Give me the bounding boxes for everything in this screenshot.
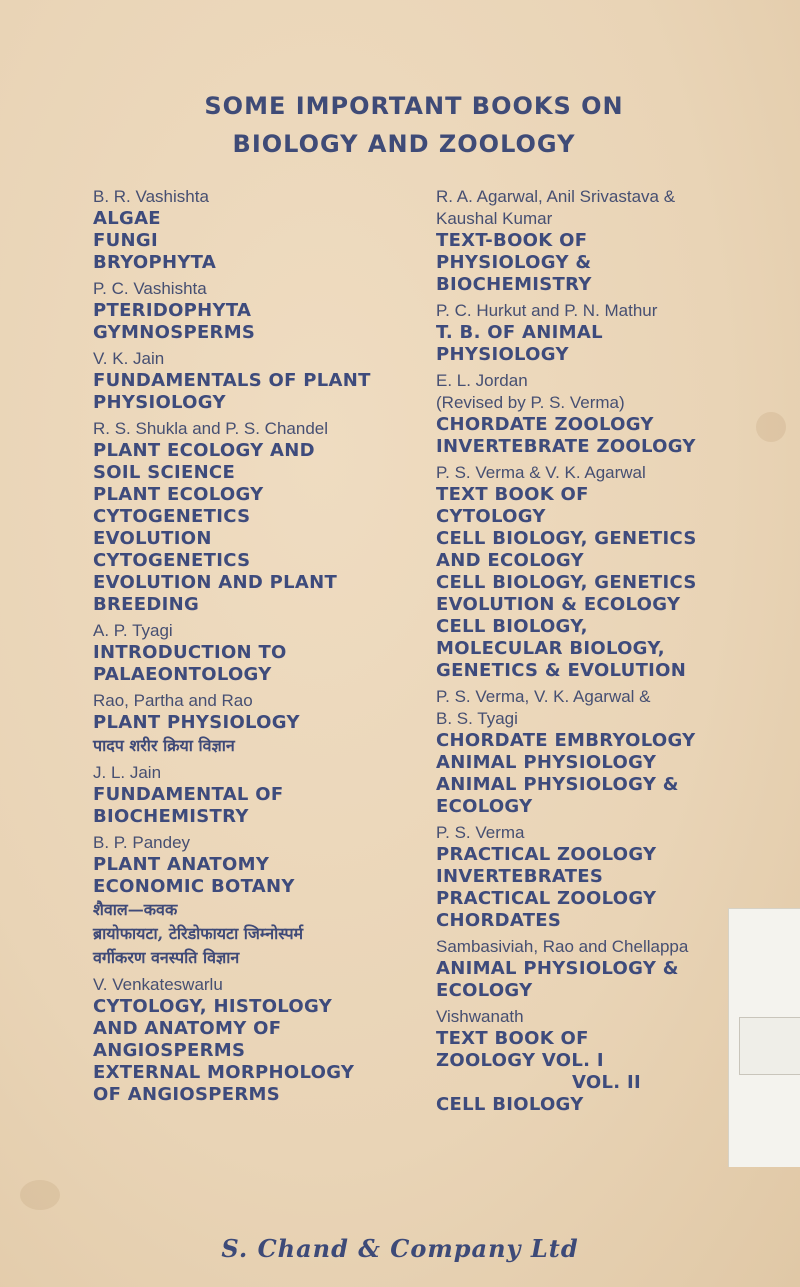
book-title: CHORDATE EMBRYOLOGY: [436, 730, 696, 751]
book-title: AND ANATOMY OF: [93, 1018, 282, 1039]
book-title: BREEDING: [93, 594, 200, 615]
author-name: Rao, Partha and Rao: [93, 691, 253, 710]
book-title: ALGAE: [93, 208, 161, 229]
publisher-name: S. Chand & Company Ltd: [221, 1234, 579, 1263]
author-name: B. P. Pandey: [93, 833, 191, 852]
book-title: ECOLOGY: [436, 796, 533, 817]
book-title: PALAEONTOLOGY: [93, 664, 272, 685]
book-title: CELL BIOLOGY, GENETICS: [436, 572, 697, 593]
book-title: INVERTEBRATE ZOOLOGY: [436, 436, 696, 457]
book-title: TEXT BOOK OF: [436, 1028, 589, 1049]
book-title: ANGIOSPERMS: [93, 1040, 246, 1061]
book-title: PHYSIOLOGY: [93, 392, 226, 413]
book-title: CYTOGENETICS: [93, 506, 251, 527]
author-name: R. S. Shukla and P. S. Chandel: [93, 419, 329, 438]
book-title: CYTOLOGY: [436, 506, 546, 527]
book-title: TEXT BOOK OF: [436, 484, 589, 505]
heading-line-2: BIOLOGY AND ZOOLOGY: [232, 130, 576, 158]
hindi-book-title: शैवाल—कवक: [93, 900, 178, 919]
book-title: VOL. II: [572, 1072, 641, 1093]
book-title: AND ECOLOGY: [436, 550, 584, 571]
book-title: BRYOPHYTA: [93, 252, 217, 273]
book-title: ANIMAL PHYSIOLOGY: [436, 752, 657, 773]
book-title: ZOOLOGY VOL. I: [436, 1050, 604, 1071]
book-title: FUNGI: [93, 230, 158, 251]
book-title: OF ANGIOSPERMS: [93, 1084, 281, 1105]
book-title: PLANT PHYSIOLOGY: [93, 712, 300, 733]
book-title: PHYSIOLOGY &: [436, 252, 592, 273]
book-title: SOIL SCIENCE: [93, 462, 236, 483]
book-title: BIOCHEMISTRY: [93, 806, 249, 827]
paper-stain: [20, 1180, 60, 1210]
book-title: EXTERNAL MORPHOLOGY: [93, 1062, 355, 1083]
author-name: Sambasiviah, Rao and Chellappa: [436, 937, 689, 956]
book-title: CHORDATE ZOOLOGY: [436, 414, 654, 435]
book-title: PRACTICAL ZOOLOGY: [436, 888, 657, 909]
book-title: ECOLOGY: [436, 980, 533, 1001]
author-name: A. P. Tyagi: [93, 621, 173, 640]
book-title: CELL BIOLOGY,: [436, 616, 588, 637]
book-title: ECONOMIC BOTANY: [93, 876, 295, 897]
author-name: V. Venkateswarlu: [93, 975, 223, 994]
author-name: P. S. Verma & V. K. Agarwal: [436, 463, 646, 482]
book-title: PLANT ECOLOGY AND: [93, 440, 315, 461]
author-name: Vishwanath: [436, 1007, 524, 1026]
book-title: EVOLUTION & ECOLOGY: [436, 594, 681, 615]
book-title: ANIMAL PHYSIOLOGY &: [436, 774, 679, 795]
book-title: PHYSIOLOGY: [436, 344, 569, 365]
author-name: P. C. Vashishta: [93, 279, 207, 298]
author-name: J. L. Jain: [93, 763, 162, 782]
book-title: GENETICS & EVOLUTION: [436, 660, 687, 681]
author-name: V. K. Jain: [93, 349, 165, 368]
hindi-book-title: पादप शरीर क्रिया विज्ञान: [93, 736, 235, 755]
author-name: P. S. Verma, V. K. Agarwal &: [436, 687, 651, 706]
hindi-book-title: ब्रायोफायटा, टेरिडोफायटा जिम्नोस्पर्म: [93, 924, 304, 943]
author-name: B. R. Vashishta: [93, 187, 209, 206]
author-name: Kaushal Kumar: [436, 209, 553, 228]
author-name: B. S. Tyagi: [436, 709, 518, 728]
book-title: BIOCHEMISTRY: [436, 274, 592, 295]
book-title: CELL BIOLOGY: [436, 1094, 584, 1115]
book-title: TEXT-BOOK OF: [436, 230, 588, 251]
book-title: INVERTEBRATES: [436, 866, 604, 887]
hindi-book-title: वर्गीकरण वनस्पति विज्ञान: [93, 948, 240, 967]
book-title: PRACTICAL ZOOLOGY: [436, 844, 657, 865]
book-title: CELL BIOLOGY, GENETICS: [436, 528, 697, 549]
library-label-sticker: [728, 908, 800, 1167]
book-title: PTERIDOPHYTA: [93, 300, 252, 321]
book-title: ANIMAL PHYSIOLOGY &: [436, 958, 679, 979]
book-title: FUNDAMENTAL OF: [93, 784, 284, 805]
author-name: P. C. Hurkut and P. N. Mathur: [436, 301, 658, 320]
book-title: PLANT ANATOMY: [93, 854, 270, 875]
book-title: CYTOGENETICS: [93, 550, 251, 571]
book-title: PLANT ECOLOGY: [93, 484, 264, 505]
book-title: INTRODUCTION TO: [93, 642, 287, 663]
book-title: CYTOLOGY, HISTOLOGY: [93, 996, 333, 1017]
heading-line-1: SOME IMPORTANT BOOKS ON: [204, 92, 624, 120]
author-name: P. S. Verma: [436, 823, 525, 842]
book-title: GYMNOSPERMS: [93, 322, 256, 343]
author-name: (Revised by P. S. Verma): [436, 393, 625, 412]
book-title: T. B. OF ANIMAL: [436, 322, 603, 343]
book-title: EVOLUTION AND PLANT: [93, 572, 338, 593]
left-book-column: [93, 186, 423, 1106]
book-title: FUNDAMENTALS OF PLANT: [93, 370, 371, 391]
author-name: E. L. Jordan: [436, 371, 528, 390]
book-title: EVOLUTION: [93, 528, 212, 549]
book-title: CHORDATES: [436, 910, 562, 931]
author-name: R. A. Agarwal, Anil Srivastava &: [436, 187, 676, 206]
book-title: MOLECULAR BIOLOGY,: [436, 638, 665, 659]
label-sticker-box: [739, 1017, 800, 1075]
